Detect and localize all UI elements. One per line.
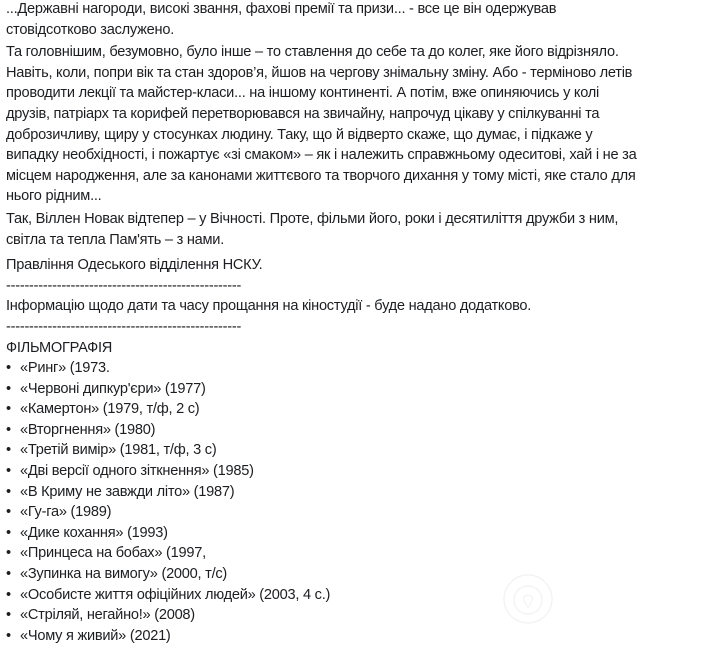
film-item (6, 399, 701, 420)
divider: --------------------------------------------------- (6, 277, 242, 294)
film-item (6, 564, 701, 585)
film-title: «Ринг» (1973. (20, 360, 110, 377)
bullet: • (6, 607, 11, 624)
bullet: • (6, 566, 11, 583)
film-item (6, 358, 701, 379)
film-item (6, 543, 701, 564)
bullet: • (6, 360, 11, 377)
bullet: • (6, 421, 11, 438)
paragraph-memory (6, 209, 701, 250)
film-item (6, 523, 701, 544)
paragraph-awards (6, 0, 701, 40)
paragraph-character (6, 42, 701, 207)
bullet: • (6, 545, 11, 562)
text-line: світла та тепла Пам'ять – з нами. (6, 231, 225, 248)
film-title: «Дві версії одного зіткнення» (1985) (20, 463, 254, 480)
text-line: друзів, патріарх та корифей перетворювався на звичайну, напрочуд цікаву у спілкуванні та (6, 105, 600, 122)
text-line: нього рідним... (6, 188, 102, 205)
film-title: «Зупинка на вимогу» (2000, т/с) (20, 566, 228, 583)
film-title: «Червоні дипкур'єри» (1977) (20, 380, 206, 397)
text-line: проводити лекції та майстер-класи... на іншому континенті. А потім, вже опиняючись у колі (6, 85, 600, 102)
film-title: «Гу-га» (1989) (20, 504, 112, 521)
film-title: «Вторгнення» (1980) (20, 421, 156, 438)
bullet: • (6, 401, 11, 418)
film-title: «Принцеса на бобах» (1997, (20, 545, 206, 562)
text-line: ...Державні нагороди, високі звання, фахові премії та призи... - все це він одержував (6, 1, 557, 17)
film-title: «Стріляй, негайно!» (2008) (20, 607, 195, 624)
film-item (6, 585, 701, 606)
film-item (6, 461, 701, 482)
bullet: • (6, 442, 11, 459)
text-line: Так, Віллен Новак відтепер – у Вічності. Проте, фільми його, роки і десятиліття дружби з ним, (6, 210, 619, 227)
text-line: Та головнішим, безумовно, було інше – то ставлення до себе та до колег, яке його відрізняло. (6, 44, 619, 61)
signature: Правління Одеського відділення НСКУ. (6, 257, 263, 274)
bullet: • (6, 483, 11, 500)
oboz-watermark (502, 573, 554, 625)
film-item (6, 502, 701, 523)
text-line: випадку необхідності, і пожартує «зі смаком» – як і належить справжньому одеситові, хай і не за (6, 147, 637, 164)
filmography-title: ФІЛЬМОГРАФІЯ (6, 339, 113, 356)
text-line: доброзичливу, щиру у стосунках людину. Таку, що й відверто скаже, що думає, і підкаже у (6, 126, 593, 143)
film-item (6, 440, 701, 461)
divider: --------------------------------------------------- (6, 318, 242, 335)
film-item (6, 605, 701, 626)
bullet: • (6, 586, 11, 603)
film-title: «В Криму не завжди літо» (1987) (20, 483, 235, 500)
bullet: • (6, 463, 11, 480)
bullet: • (6, 380, 11, 397)
text-line: Навіть, коли, попри вік та стан здоров’я, йшов на чергову знімальну зміну. Або - терміново летів (6, 64, 633, 81)
text-line: стовідсотково заслужено. (6, 21, 174, 38)
film-title: «Чому я живий» (2021) (20, 627, 171, 644)
bullet: • (6, 627, 11, 644)
film-title: «Третій вимір» (1981, т/ф, 3 с) (20, 442, 217, 459)
globe-icon (502, 573, 554, 625)
film-item (6, 626, 701, 647)
film-title: «Особисте життя офіційних людей» (2003, 4 с.) (20, 586, 331, 603)
text-line: місцем народження, але за канонами життєвого та творчого дихання у тому місті, яке стало для (6, 167, 636, 184)
farewell-info: Інформацію щодо дати та часу прощання на кіностудії - буде надано додатково. (6, 298, 532, 315)
post-text (6, 0, 701, 646)
bullet: • (6, 504, 11, 521)
film-item (6, 420, 701, 441)
filmography-list (6, 358, 701, 646)
film-title: «Дике кохання» (1993) (20, 524, 168, 541)
bullet: • (6, 524, 11, 541)
film-title: «Камертон» (1979, т/ф, 2 с) (20, 401, 200, 418)
film-item (6, 379, 701, 400)
film-item (6, 482, 701, 503)
